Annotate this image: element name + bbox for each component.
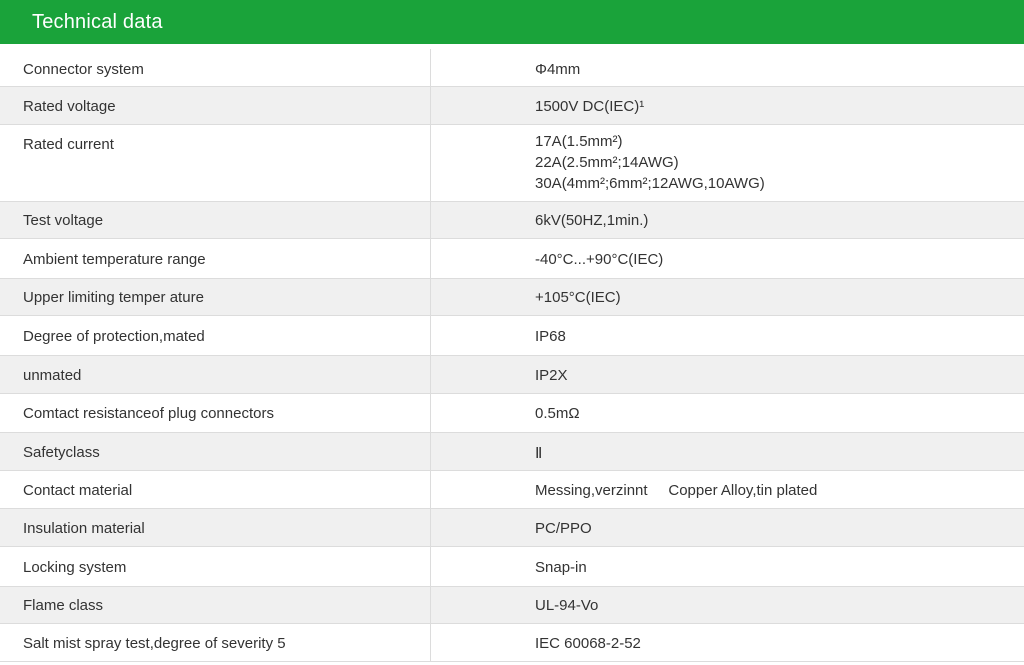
- spec-label: Rated current: [0, 125, 431, 201]
- spec-label: Salt mist spray test,degree of severity 5: [0, 624, 431, 661]
- spec-value: -40°C...+90°C(IEC): [535, 251, 664, 268]
- spec-value: Φ4mm: [535, 61, 581, 78]
- spec-label: Upper limiting temper ature: [0, 279, 431, 315]
- table-row: [0, 279, 1024, 316]
- table-row: [0, 471, 1024, 509]
- spec-label: Flame class: [0, 587, 431, 623]
- spec-label: Safetyclass: [0, 433, 431, 470]
- table-row: [0, 239, 1024, 279]
- spec-value: 6kV(50HZ,1min.): [535, 212, 649, 229]
- spec-value: Ⅱ: [535, 445, 543, 462]
- spec-value: IEC 60068-2-52: [535, 635, 641, 652]
- spec-label: unmated: [0, 356, 431, 393]
- spec-value: 17A(1.5mm²) 22A(2.5mm²;14AWG) 30A(4mm²;6mm²;12AWG,10AWG): [535, 133, 765, 192]
- spec-table: [0, 49, 1024, 662]
- spec-value: IP68: [535, 328, 566, 345]
- table-row: [0, 624, 1024, 662]
- spec-label: Locking system: [0, 547, 431, 586]
- table-row: [0, 87, 1024, 125]
- section-header: [0, 0, 1024, 44]
- table-row: [0, 125, 1024, 202]
- spec-label: Degree of protection,mated: [0, 316, 431, 355]
- spec-label: Insulation material: [0, 509, 431, 546]
- table-row: [0, 547, 1024, 587]
- table-row: [0, 202, 1024, 239]
- table-row: [0, 49, 1024, 87]
- spec-value: IP2X: [535, 367, 568, 384]
- spec-label: Connector system: [0, 49, 431, 86]
- table-row: [0, 509, 1024, 547]
- spec-value: Messing,verzinnt Copper Alloy,tin plated: [535, 482, 818, 499]
- table-row: [0, 394, 1024, 433]
- spec-label: Ambient temperature range: [0, 239, 431, 278]
- spec-label: Comtact resistanceof plug connectors: [0, 394, 431, 432]
- spec-value: Snap-in: [535, 559, 587, 576]
- section-title: Technical data: [32, 11, 163, 33]
- table-row: [0, 356, 1024, 394]
- spec-value: UL-94-Vo: [535, 597, 599, 614]
- table-row: [0, 433, 1024, 471]
- spec-label: Contact material: [0, 471, 431, 508]
- spec-value: 0.5mΩ: [535, 405, 580, 422]
- spec-value: PC/PPO: [535, 520, 592, 537]
- spec-value: 1500V DC(IEC)¹: [535, 98, 645, 115]
- table-row: [0, 587, 1024, 624]
- spec-label: Rated voltage: [0, 87, 431, 124]
- spec-label: Test voltage: [0, 202, 431, 238]
- spec-value: +105°C(IEC): [535, 289, 621, 306]
- table-row: [0, 316, 1024, 356]
